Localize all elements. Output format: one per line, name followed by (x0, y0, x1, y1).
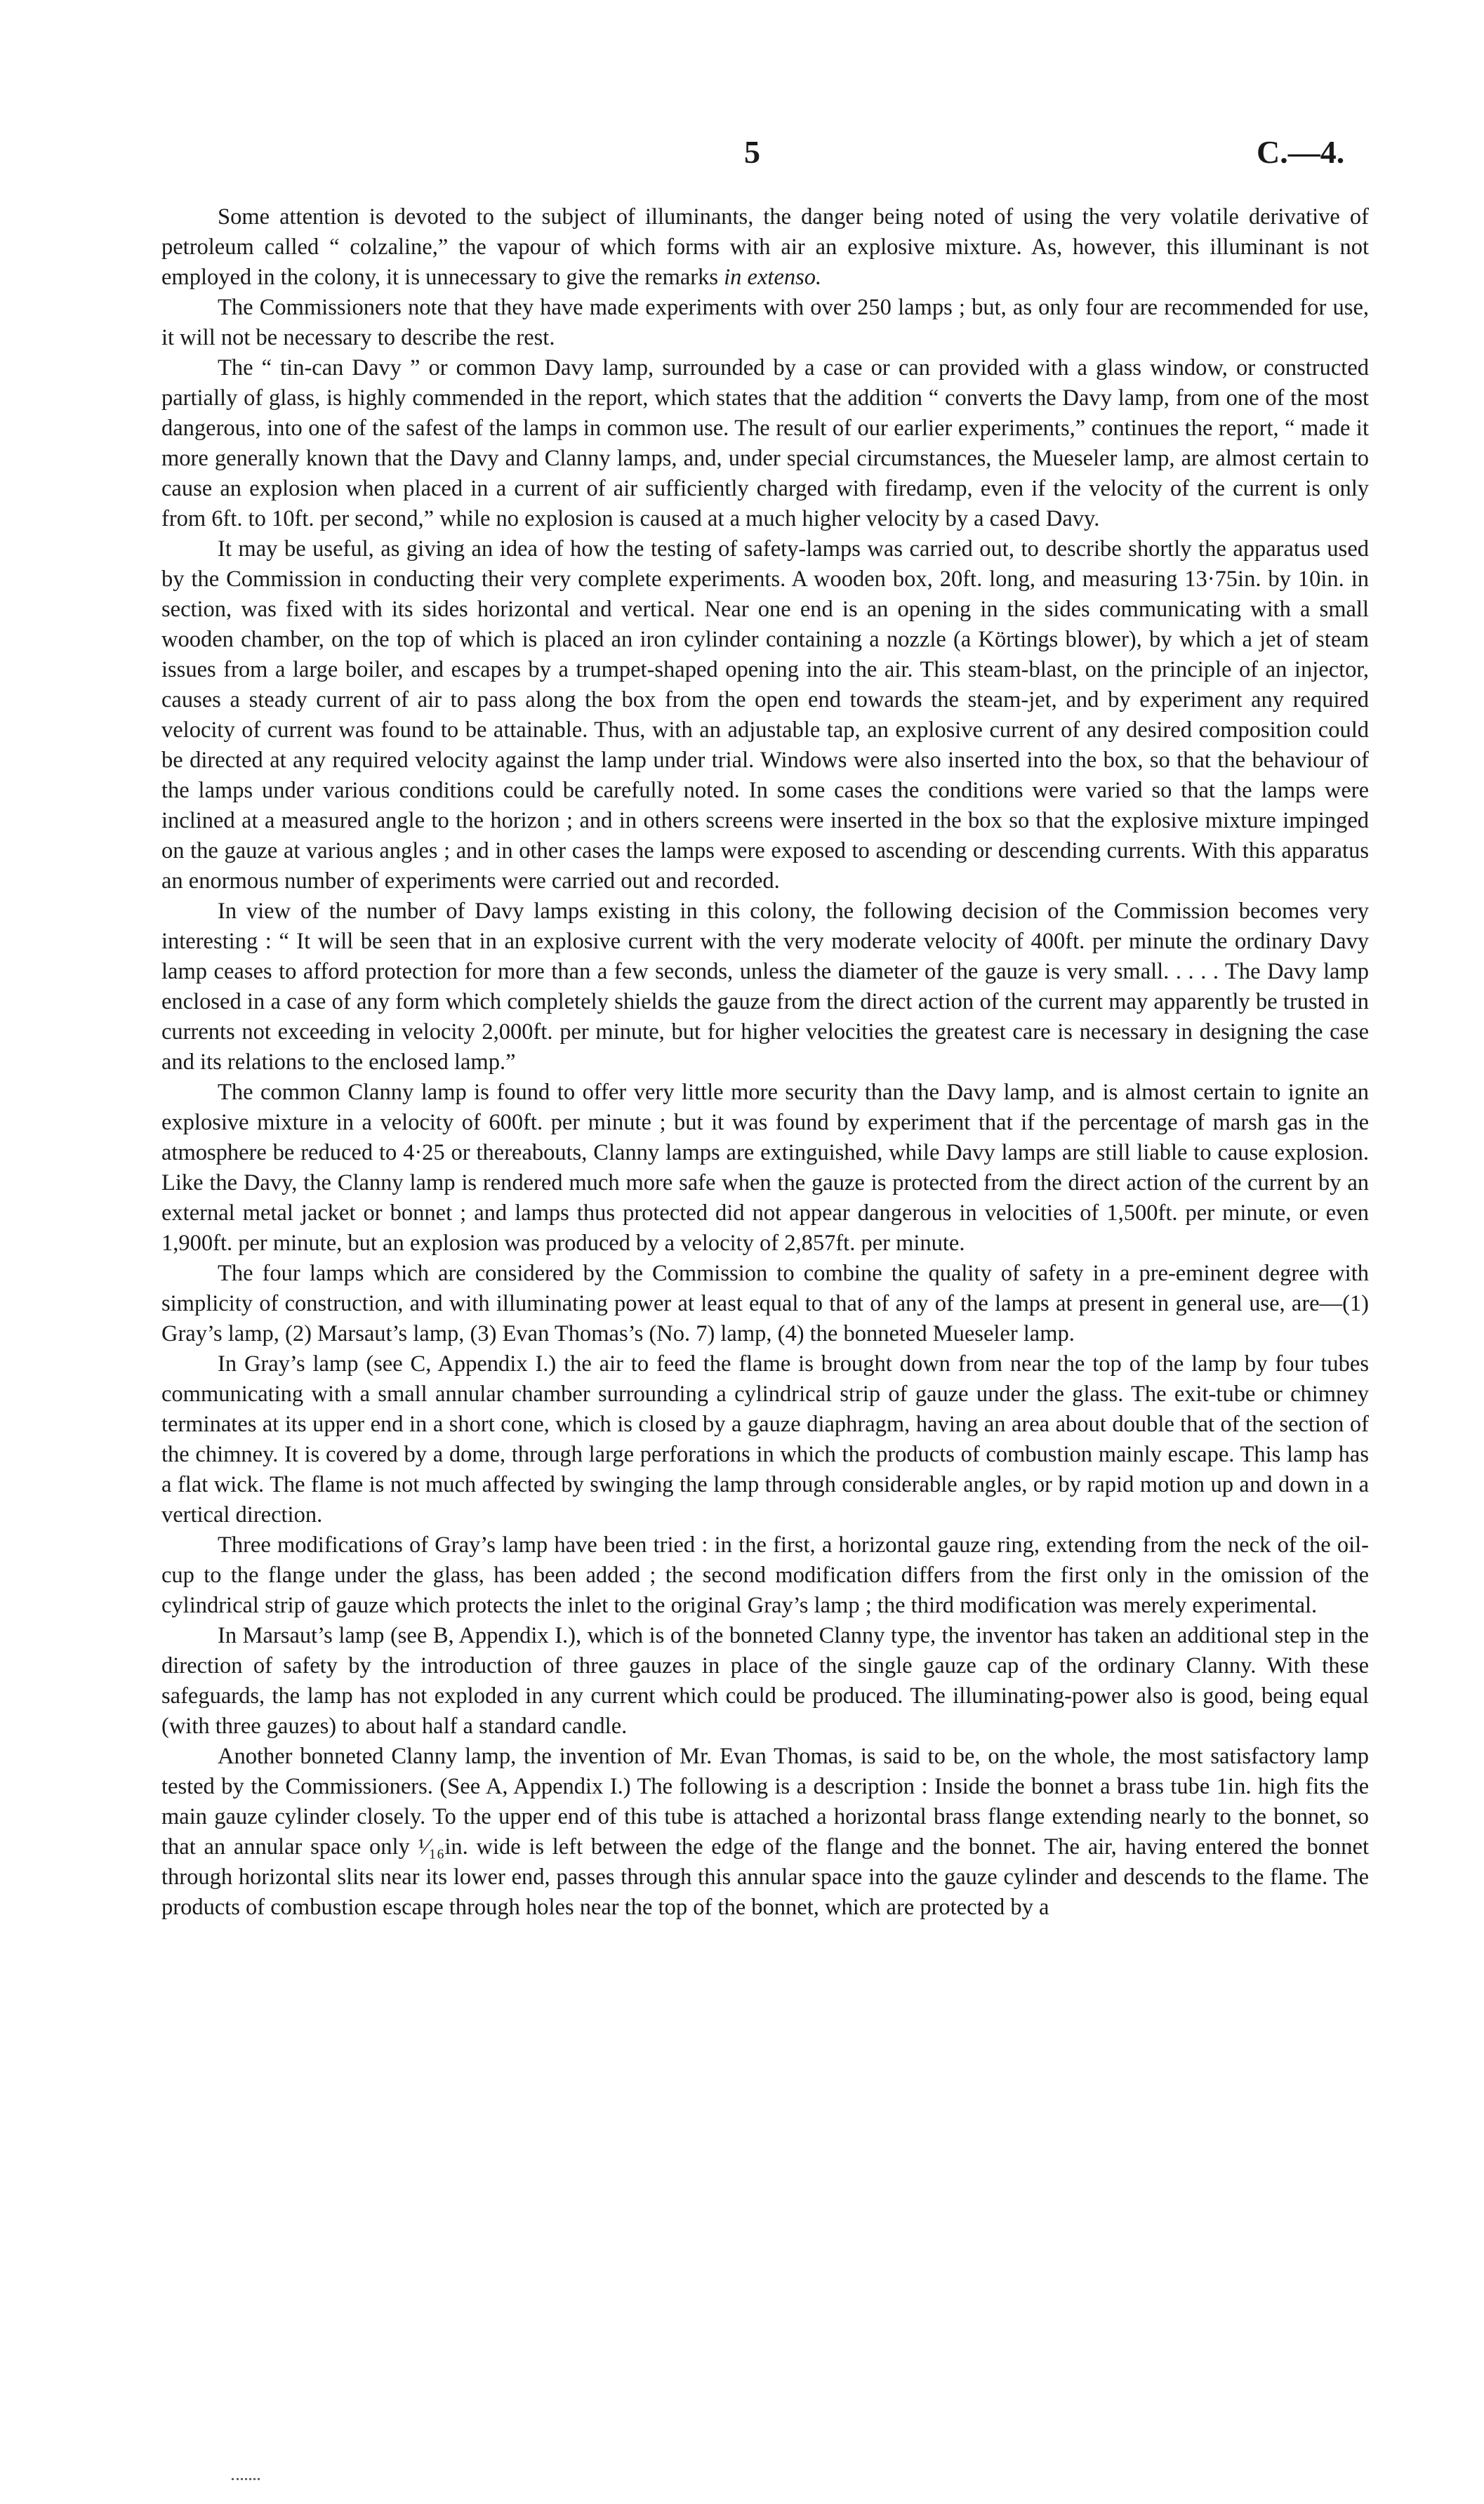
document-reference: C.—4. (1257, 134, 1345, 170)
paragraph-emphasis: in extenso. (724, 265, 822, 290)
body-text (161, 202, 1369, 1923)
printer-mark (232, 2478, 260, 2487)
page-number: 5 (744, 134, 760, 170)
paragraph: The common Clanny lamp is found to offer very little more security than the Davy lamp, and is almost certain to ignite an explosive mixture in a velocity of 600ft. per minute ; but it was found by experiment that if the percentage of marsh gas in the atmosphere be reduced to 4·25 or thereabouts, Clanny lamps are extinguished, while Davy lamps are still liable to cause explosion. Like the Davy, the Clanny lamp is rendered much more safe when the gauze is protected from the direct action of the current by an external metal jacket or bonnet ; and lamps thus protected did not appear dangerous in velocities of 1,500ft. per minute, or even 1,900ft. per minute, but an explosion was produced by a velocity of 2,857ft. per minute. (161, 1080, 1369, 1256)
paragraph: The “ tin-can Davy ” or common Davy lamp, surrounded by a case or can provided with a glass window, or constructed partially of glass, is highly commended in the report, which states that the addition “ converts the Davy lamp, from one of the most dangerous, into one of the safest of the lamps in common use. The result of our earlier experiments,” continues the report, “ made it more generally known that the Davy and Clanny lamps, and, under special circumstances, the Mueseler lamp, are almost certain to cause an explosion when placed in a current of air sufficiently charged with firedamp, even if the velocity of the current is only from 6ft. to 10ft. per second,” while no explosion is caused at a much higher velocity by a cased Davy. (161, 355, 1369, 531)
paragraph: In view of the number of Davy lamps existing in this colony, the following decision of the Commission becomes very interesting : “ It will be seen that in an explosive current with the very moderate velocity of 400ft. per minute the ordinary Davy lamp ceases to afford protection for more than a few seconds, unless the diameter of the gauze is very small. . . . . The Davy lamp enclosed in a case of any form which completely shields the gauze from the direct action of the current may apparently be trusted in currents not exceeding in velocity 2,000ft. per minute, but for higher velocities the greatest care is necessary in designing the case and its relations to the enclosed lamp.” (161, 899, 1369, 1075)
paragraph: It may be useful, as giving an idea of how the testing of safety-lamps was carried out, to describe shortly the apparatus used by the Commission in conducting their very complete experiments. A wooden box, 20ft. long, and measuring 13·75in. by 10in. in section, was fixed with its sides horizontal and vertical. Near one end is an opening in the sides communicating with a small wooden chamber, on the top of which is placed an iron cylinder containing a nozzle (a Körtings blower), by which a jet of steam issues from a large boiler, and escapes by a trumpet-shaped opening into the air. This steam-blast, on the principle of an injector, causes a steady current of air to pass along the box from the open end towards the steam-jet, and by experiment any required velocity of current was found to be attainable. Thus, with an adjustable tap, an explosive current of any desired composition could be directed at any required velocity against the lamp under trial. Windows were also inserted into the box, so that the behaviour of the lamps under various conditions could be carefully noted. In some cases the conditions were varied so that the lamps were inclined at a measured angle to the horizon ; and in others screens were inserted in the box so that the explosive mixture impinged on the gauze at various angles ; and in other cases the lamps were exposed to ascending or descending currents. With this apparatus an enormous number of experiments were carried out and recorded. (161, 536, 1369, 894)
paragraph: In Gray’s lamp (see C, Appendix I.) the air to feed the flame is brought down from near the top of the lamp by four tubes communicating with a small annular chamber surrounding a cylindrical strip of gauze under the glass. The exit-tube or chimney terminates at its upper end in a short cone, which is closed by a gauze diaphragm, having an area about double that of the section of the chimney. It is covered by a dome, through large perforations in which the products of combustion mainly escape. This lamp has a flat wick. The flame is not much affected by swinging the lamp through considerable angles, or by rapid motion up and down in a vertical direction. (161, 1351, 1369, 1528)
paragraph (161, 202, 1369, 293)
paragraph: The Commissioners note that they have made experiments with over 250 lamps ; but, as only four are recommended for use, it will not be necessary to describe the rest. (161, 295, 1369, 350)
paragraph: In Marsaut’s lamp (see B, Appendix I.), which is of the bonneted Clanny type, the inventor has taken an additional step in the direction of safety by the introduction of three gauzes in place of the single gauze cap of the ordinary Clanny. With these safeguards, the lamp has not exploded in any current which could be produced. The illuminating-power also is good, being equal (with three gauzes) to about half a standard candle. (161, 1623, 1369, 1739)
paragraph: Three modifications of Gray’s lamp have been tried : in the first, a horizontal gauze ring, extending from the neck of the oil-cup to the flange under the glass, has been added ; the second modification differs from the first only in the omission of the cylindrical strip of gauze which protects the inlet to the original Gray’s lamp ; the third modification was merely experimental. (161, 1532, 1369, 1618)
paragraph: The four lamps which are considered by the Commission to combine the quality of safety in a pre-eminent degree with simplicity of construction, and with illuminating power at least equal to that of any of the lamps at present in general use, are—(1) Gray’s lamp, (2) Marsaut’s lamp, (3) Evan Thomas’s (No. 7) lamp, (4) the bonneted Mueseler lamp. (161, 1261, 1369, 1346)
paragraph: Another bonneted Clanny lamp, the invention of Mr. Evan Thomas, is said to be, on the whole, the most satisfactory lamp tested by the Commissioners. (See A, Appendix I.) The following is a description : Inside the bonnet a brass tube 1in. high fits the main gauze cylinder closely. To the upper end of this tube is attached a horizontal brass flange extending nearly to the bonnet, so that an annular space only ¹⁄₁₆in. wide is left between the edge of the flange and the bonnet. The air, having entered the bonnet through horizontal slits near its lower end, passes through this annular space into the gauze cylinder and descends to the flame. The products of combustion escape through holes near the top of the bonnet, which are protected by a (161, 1744, 1369, 1920)
paragraph-text: Some attention is devoted to the subject of illuminants, the danger being noted of using the very volatile derivative of petroleum called “ colzaline,” the vapour of which forms with air an explosive mixture. As, however, this illuminant is not employed in the colony, it is unnecessary to give the remarks (161, 204, 1369, 290)
